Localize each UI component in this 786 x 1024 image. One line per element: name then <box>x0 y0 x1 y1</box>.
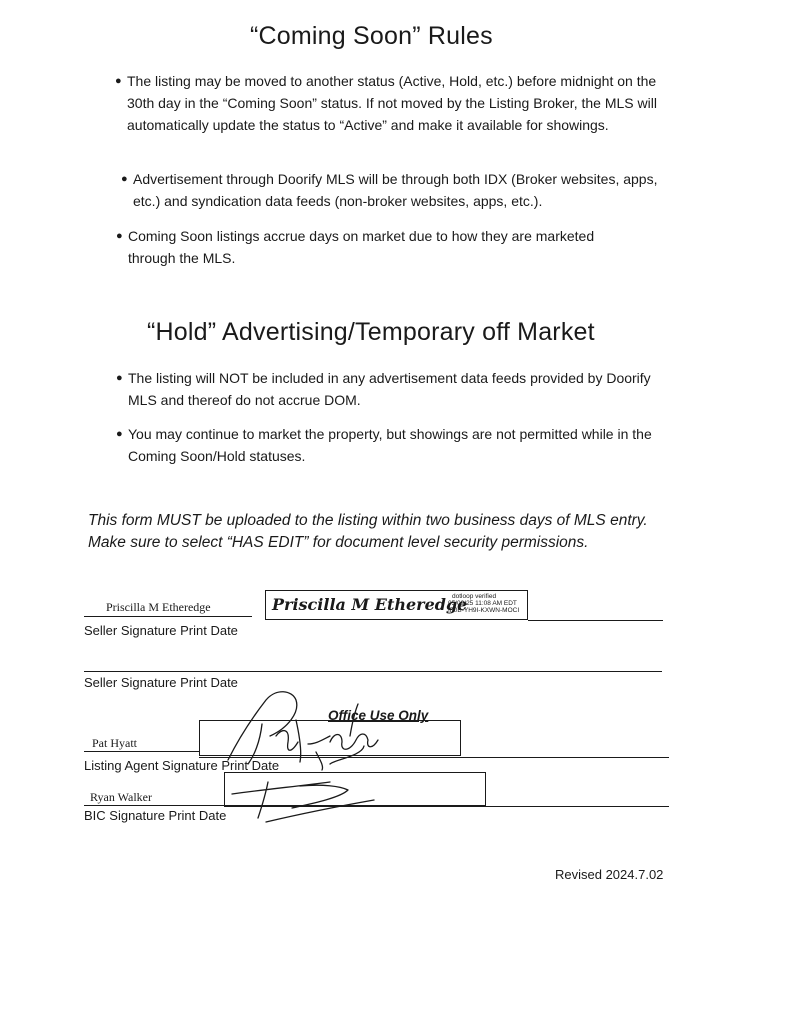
coming-soon-title: “Coming Soon” Rules <box>250 22 493 50</box>
agent-signature <box>228 692 378 770</box>
upload-notice: This form MUST be uploaded to the listing within two business days of MLS entry. Make sure to select “HAS EDIT” for document level security permissions. <box>88 512 648 551</box>
dotloop-id: IF0B-YH9I-KXWN-MOCI <box>448 607 520 614</box>
revised-date: Revised 2024.7.02 <box>555 867 664 882</box>
bullet-text: Advertisement through Doorify MLS will be through both IDX (Broker websites, apps, etc.) and syndication data feeds (non-broker websites, apps, etc.). <box>133 171 658 209</box>
bullet-dot-icon: ● <box>121 173 128 185</box>
hold-title: “Hold” Advertising/Temporary off Market <box>147 318 595 346</box>
bic-label: BIC Signature Print Date <box>84 808 227 823</box>
bullet-text: The listing will NOT be included in any advertisement data feeds provided by Doorify MLS and thereof do not accrue DOM. <box>128 370 651 408</box>
seller1-label: Seller Signature Print Date <box>84 623 238 638</box>
bullet-dot-icon: ● <box>115 75 122 87</box>
agent-label: Listing Agent Signature Print Date <box>84 758 280 773</box>
bullet-text: The listing may be moved to another status (Active, Hold, etc.) before midnight on the 30th day in the “Coming Soon” status. If not moved by the Listing Broker, the MLS will automatically update the status to “Active” and make it available for showings. <box>127 73 657 133</box>
agent-typed-name: Pat Hyatt <box>92 736 137 750</box>
seller1-typed-name: Priscilla M Etheredge <box>106 600 211 614</box>
bullet-text: Coming Soon listings accrue days on market due to how they are marketed through the MLS. <box>128 228 595 266</box>
bic-signature <box>232 782 374 822</box>
seller1-signature: Priscilla M Etheredge <box>272 595 468 614</box>
seller2-label: Seller Signature Print Date <box>84 675 238 690</box>
bullet-dot-icon: ● <box>116 372 123 384</box>
bullet-dot-icon: ● <box>116 230 123 242</box>
office-use-label: Office Use Only <box>328 708 429 723</box>
dotloop-verified-text: dotloop verified <box>452 593 497 600</box>
dotloop-timestamp: 05/09/25 11:08 AM EDT <box>448 600 517 607</box>
bic-typed-name: Ryan Walker <box>90 790 152 804</box>
bullet-dot-icon: ● <box>116 428 123 440</box>
bullet-text: You may continue to market the property, but showings are not permitted while in the Coming Soon/Hold statuses. <box>128 426 652 464</box>
